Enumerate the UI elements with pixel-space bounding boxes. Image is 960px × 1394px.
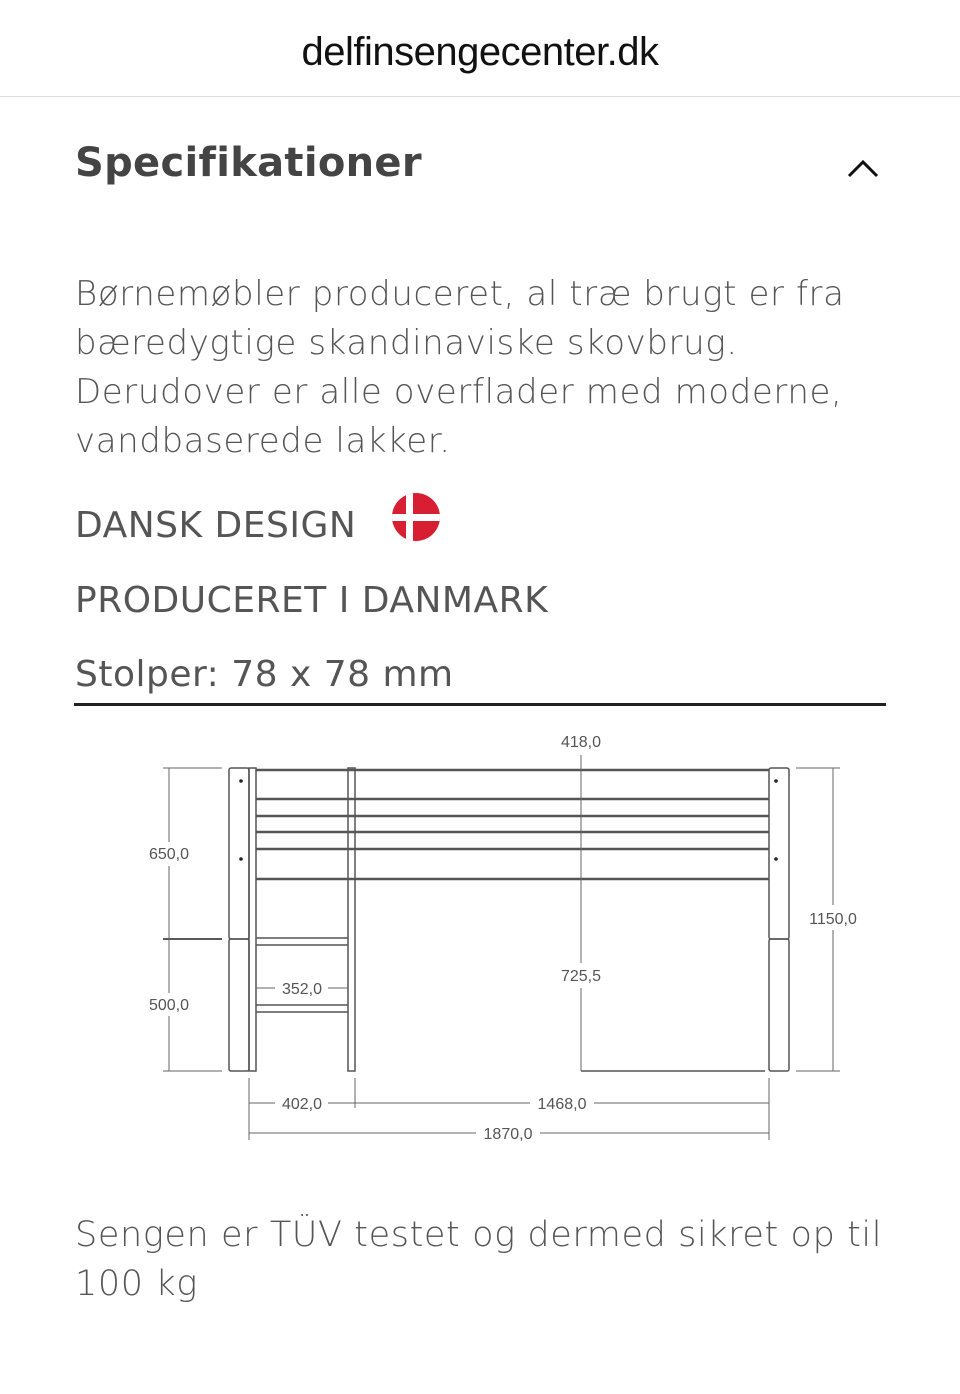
dim-right-height: 1150,0 [809, 911, 857, 928]
dim-top: 418,0 [560, 734, 602, 751]
chevron-up-icon[interactable] [846, 156, 880, 180]
dim-main-span: 1468,0 [537, 1096, 587, 1113]
url-text: delfinsengecenter.dk [301, 30, 659, 74]
dim-ladder-span: 402,0 [281, 1096, 323, 1113]
divider [74, 703, 886, 706]
dimension-lines [163, 755, 840, 1140]
description-text: Børnemøbler produceret, al træ brugt er fra bæredygtige skandinaviske skovbrug. Derudover er alle overflader med moderne, vandbaserede lakker. [75, 274, 845, 461]
dansk-design-label: DANSK DESIGN [75, 505, 357, 546]
bed-dimension-drawing [0, 720, 960, 1160]
dim-under-height: 725,5 [560, 968, 602, 985]
bed-frame [229, 768, 789, 1071]
dim-upper-left: 650,0 [148, 846, 190, 863]
dim-ladder-width: 352,0 [281, 981, 323, 998]
section-title: Specifikationer [75, 140, 422, 186]
browser-address-bar[interactable] [0, 0, 960, 97]
dim-lower-left: 500,0 [148, 997, 190, 1014]
dim-total-length: 1870,0 [483, 1126, 533, 1143]
produceret-label: PRODUCERET I DANMARK [75, 580, 549, 621]
stolper-spec: Stolper: 78 x 78 mm [75, 654, 454, 695]
tuv-text: Sengen er TÜV testet og dermed sikret op til 100 kg [75, 1215, 883, 1304]
danish-flag-icon [392, 493, 440, 541]
